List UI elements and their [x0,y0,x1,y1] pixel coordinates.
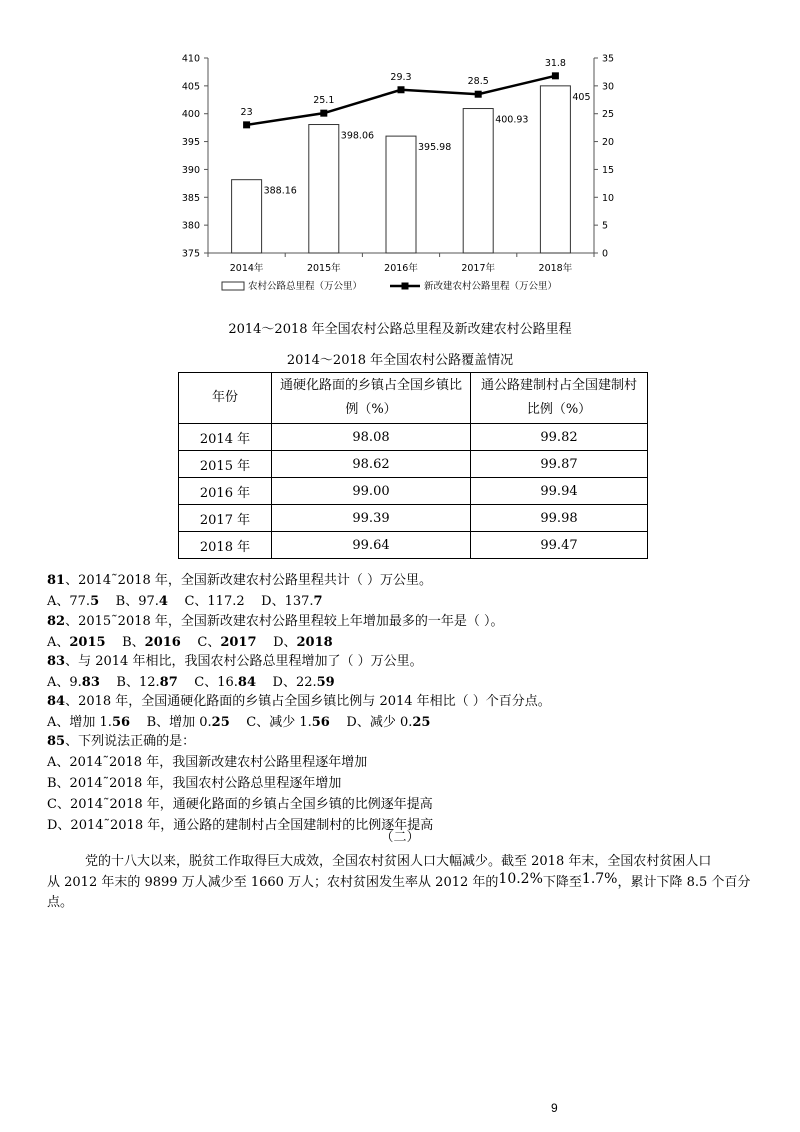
left-tick-label: 405 [181,81,200,93]
bar-data-label: 398.06 [340,130,375,142]
line-data-label: 23 [240,106,253,118]
option-c: C、减少 1.56 [246,715,330,730]
x-tick-label: 2014年 [229,263,264,274]
left-tick-label: 400 [181,109,200,121]
option-b: B、12.87 [116,675,178,690]
question-83 [47,653,423,692]
question-number: 83 [47,654,66,669]
mileage-combo-chart [150,45,630,305]
table-cell-village: 99.98 [471,505,648,532]
right-tick-label: 35 [602,53,615,65]
table-row [179,424,648,451]
table-cell-township: 99.00 [272,478,471,505]
option-c: C、117.2 [184,594,245,609]
right-tick-label: 20 [602,137,615,149]
question-85 [47,733,433,835]
legend-bar-label: 农村公路总里程（万公里） [248,281,363,292]
left-tick-label: 375 [181,248,200,260]
left-tick-label: 385 [181,192,200,204]
poverty-paragraph [47,852,767,913]
section-heading: （二） [380,830,420,845]
x-tick-label: 2016年 [384,263,418,274]
line-data-label: 25.1 [313,95,335,107]
left-tick-label: 380 [181,220,200,232]
table-cell-village: 99.87 [471,451,648,478]
right-tick-label: 15 [602,164,615,176]
table-header-township: 通硬化路面的乡镇占全国乡镇比例（%） [272,373,471,424]
table-cell-year: 2014 年 [179,424,272,451]
question-81 [47,572,432,611]
table-row [179,505,648,532]
option-b: B、增加 0.25 [146,715,230,730]
question-stem: 、2018 年，全国通硬化路面的乡镇占全国乡镇比例与 2014 年相比（ ）个百分点。 [65,694,551,709]
legend-line-marker [402,283,409,290]
table-cell-village: 99.82 [471,424,648,451]
option-a: A、2015 [47,635,106,650]
left-tick-label: 390 [181,164,200,176]
option-c: C、2017 [197,635,257,650]
left-tick-label: 395 [181,137,200,149]
option-b: B、2014˜2018 年，我国农村公路总里程逐年增加 [47,776,342,791]
bar-total-mileage [309,125,339,253]
bar-data-label: 405 [572,91,591,103]
table-cell-village: 99.47 [471,532,648,559]
question-stem: 、2015˜2018 年，全国新改建农村公路里程较上年增加最多的一年是（ ）。 [65,614,504,629]
table-row [179,478,648,505]
question-stem: 、与 2014 年相比，我国农村公路总里程增加了（ ）万公里。 [65,654,423,669]
coverage-table [178,372,648,559]
rate-2018: 1.7% [581,871,618,887]
line-marker [398,86,405,93]
table-header-village: 通公路建制村占全国建制村比例（%） [471,373,648,424]
rate-2012: 10.2% [498,871,543,887]
option-d: D、22.59 [272,675,335,690]
table-cell-year: 2016 年 [179,478,272,505]
table-cell-township: 99.39 [272,505,471,532]
x-tick-label: 2018年 [538,263,573,274]
option-a: A、9.83 [47,675,100,690]
table-cell-year: 2017 年 [179,505,272,532]
x-tick-label: 2017年 [461,263,496,274]
right-tick-label: 30 [602,81,615,93]
question-82 [47,613,504,652]
right-tick-label: 10 [602,192,615,204]
option-a: A、2014˜2018 年，我国新改建农村公路里程逐年增加 [47,755,368,770]
bar-data-label: 395.98 [418,142,452,154]
x-tick-label: 2015年 [306,263,341,274]
line-marker [320,110,327,117]
option-d: D、137.7 [261,594,323,609]
paragraph-line: 点。 [47,895,74,910]
line-data-label: 29.3 [390,71,412,83]
right-tick-label: 25 [602,109,615,121]
table-cell-year: 2018 年 [179,532,272,559]
option-b: B、2016 [122,635,181,650]
question-84 [47,693,551,732]
bar-total-mileage [463,109,493,253]
table-header-year: 年份 [179,373,272,424]
line-data-label: 31.8 [544,57,566,69]
bar-total-mileage [386,136,416,253]
table-cell-village: 99.94 [471,478,648,505]
question-number: 82 [47,614,66,629]
option-a: A、增加 1.56 [47,715,131,730]
option-d: D、2014˜2018 年，通公路的建制村占全国建制村的比例逐年提高 [47,818,434,833]
chart-caption: 2014～2018 年全国农村公路总里程及新改建农村公路里程 [228,322,572,337]
option-b: B、97.4 [115,594,168,609]
option-a: A、77.5 [47,594,100,609]
page-number: 9 [551,1101,558,1115]
option-c: C、2014˜2018 年，通硬化路面的乡镇占全国乡镇的比例逐年提高 [47,797,433,812]
question-stem: 、下列说法正确的是： [65,734,196,749]
bar-data-label: 388.16 [263,185,297,197]
bar-total-mileage [232,180,262,253]
line-marker [552,72,559,79]
bar-total-mileage [540,86,570,253]
question-number: 84 [47,694,66,709]
table-cell-township: 98.62 [272,451,471,478]
table-cell-year: 2015 年 [179,451,272,478]
question-number: 81 [47,573,66,588]
table-row [179,451,648,478]
right-tick-label: 0 [602,248,609,260]
table-header-row [179,373,648,424]
paragraph-line: 从 2012 年末的 9899 万人减少至 1660 万人；农村贫困发生率从 2012 年的10.2%下降至1.7%，累计下降 8.5 个百分 [47,871,751,890]
question-number: 85 [47,734,66,749]
table-cell-township: 99.64 [272,532,471,559]
left-tick-label: 410 [181,53,200,65]
option-c: C、16.84 [194,675,256,690]
bar-data-label: 400.93 [495,114,529,126]
line-marker [243,121,250,128]
option-d: D、减少 0.25 [346,715,431,730]
line-marker [475,91,482,98]
line-data-label: 28.5 [467,76,489,88]
table-cell-township: 98.08 [272,424,471,451]
legend-line-label: 新改建农村公路里程（万公里） [424,281,558,292]
option-d: D、2018 [273,635,333,650]
question-stem: 、2014˜2018 年，全国新改建农村公路里程共计（ ）万公里。 [65,573,433,588]
table-row [179,532,648,559]
right-tick-label: 5 [602,220,609,232]
legend-bar-swatch [222,282,244,290]
table-title: 2014～2018 年全国农村公路覆盖情况 [286,353,514,368]
paragraph-line: 党的十八大以来，脱贫工作取得巨大成效，全国农村贫困人口大幅减少。截至 2018 年末，全国农村贫困人口 [85,854,712,869]
